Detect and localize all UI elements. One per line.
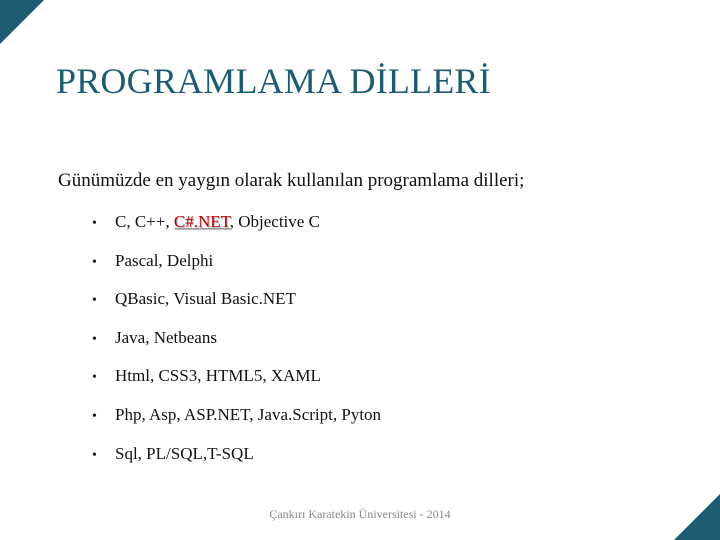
- list-item-text: Sql, PL/SQL,T-SQL: [115, 443, 254, 463]
- bullet-icon: •: [92, 447, 97, 463]
- language-list: [92, 209, 381, 479]
- highlighted-language: C#.NET: [173, 212, 230, 231]
- list-item: [92, 441, 381, 480]
- top-left-corner-decoration: [0, 0, 44, 44]
- list-item-text: Java, Netbeans: [115, 327, 217, 347]
- bullet-icon: •: [92, 293, 97, 309]
- list-item-text: Pascal, Delphi: [115, 250, 214, 270]
- list-item: [92, 286, 381, 325]
- list-item-text: Php, Asp, ASP.NET, Java.Script, Pyton: [115, 404, 382, 424]
- bullet-icon: •: [92, 331, 97, 347]
- intro-text: Günümüzde en yaygın olarak kullanılan programlama dilleri;: [58, 170, 525, 191]
- bullet-icon: •: [92, 254, 97, 270]
- slide-title: PROGRAMLAMA DİLLERİ: [56, 61, 491, 101]
- list-item: [92, 402, 381, 441]
- bullet-icon: •: [92, 408, 97, 424]
- list-item: [92, 209, 381, 248]
- slide-footer: Çankırı Karatekin Üniversitesi - 2014: [269, 507, 451, 521]
- list-item: [92, 363, 381, 402]
- list-item-text: Html, CSS3, HTML5, XAML: [115, 366, 321, 386]
- bullet-icon: •: [92, 216, 97, 231]
- list-item-text: , Objective C: [229, 212, 320, 231]
- list-item-text: QBasic, Visual Basic.NET: [115, 289, 296, 309]
- list-item: [92, 325, 381, 364]
- list-item: [92, 248, 381, 287]
- list-item-text: C, C++,: [115, 212, 174, 231]
- bullet-icon: •: [92, 370, 97, 386]
